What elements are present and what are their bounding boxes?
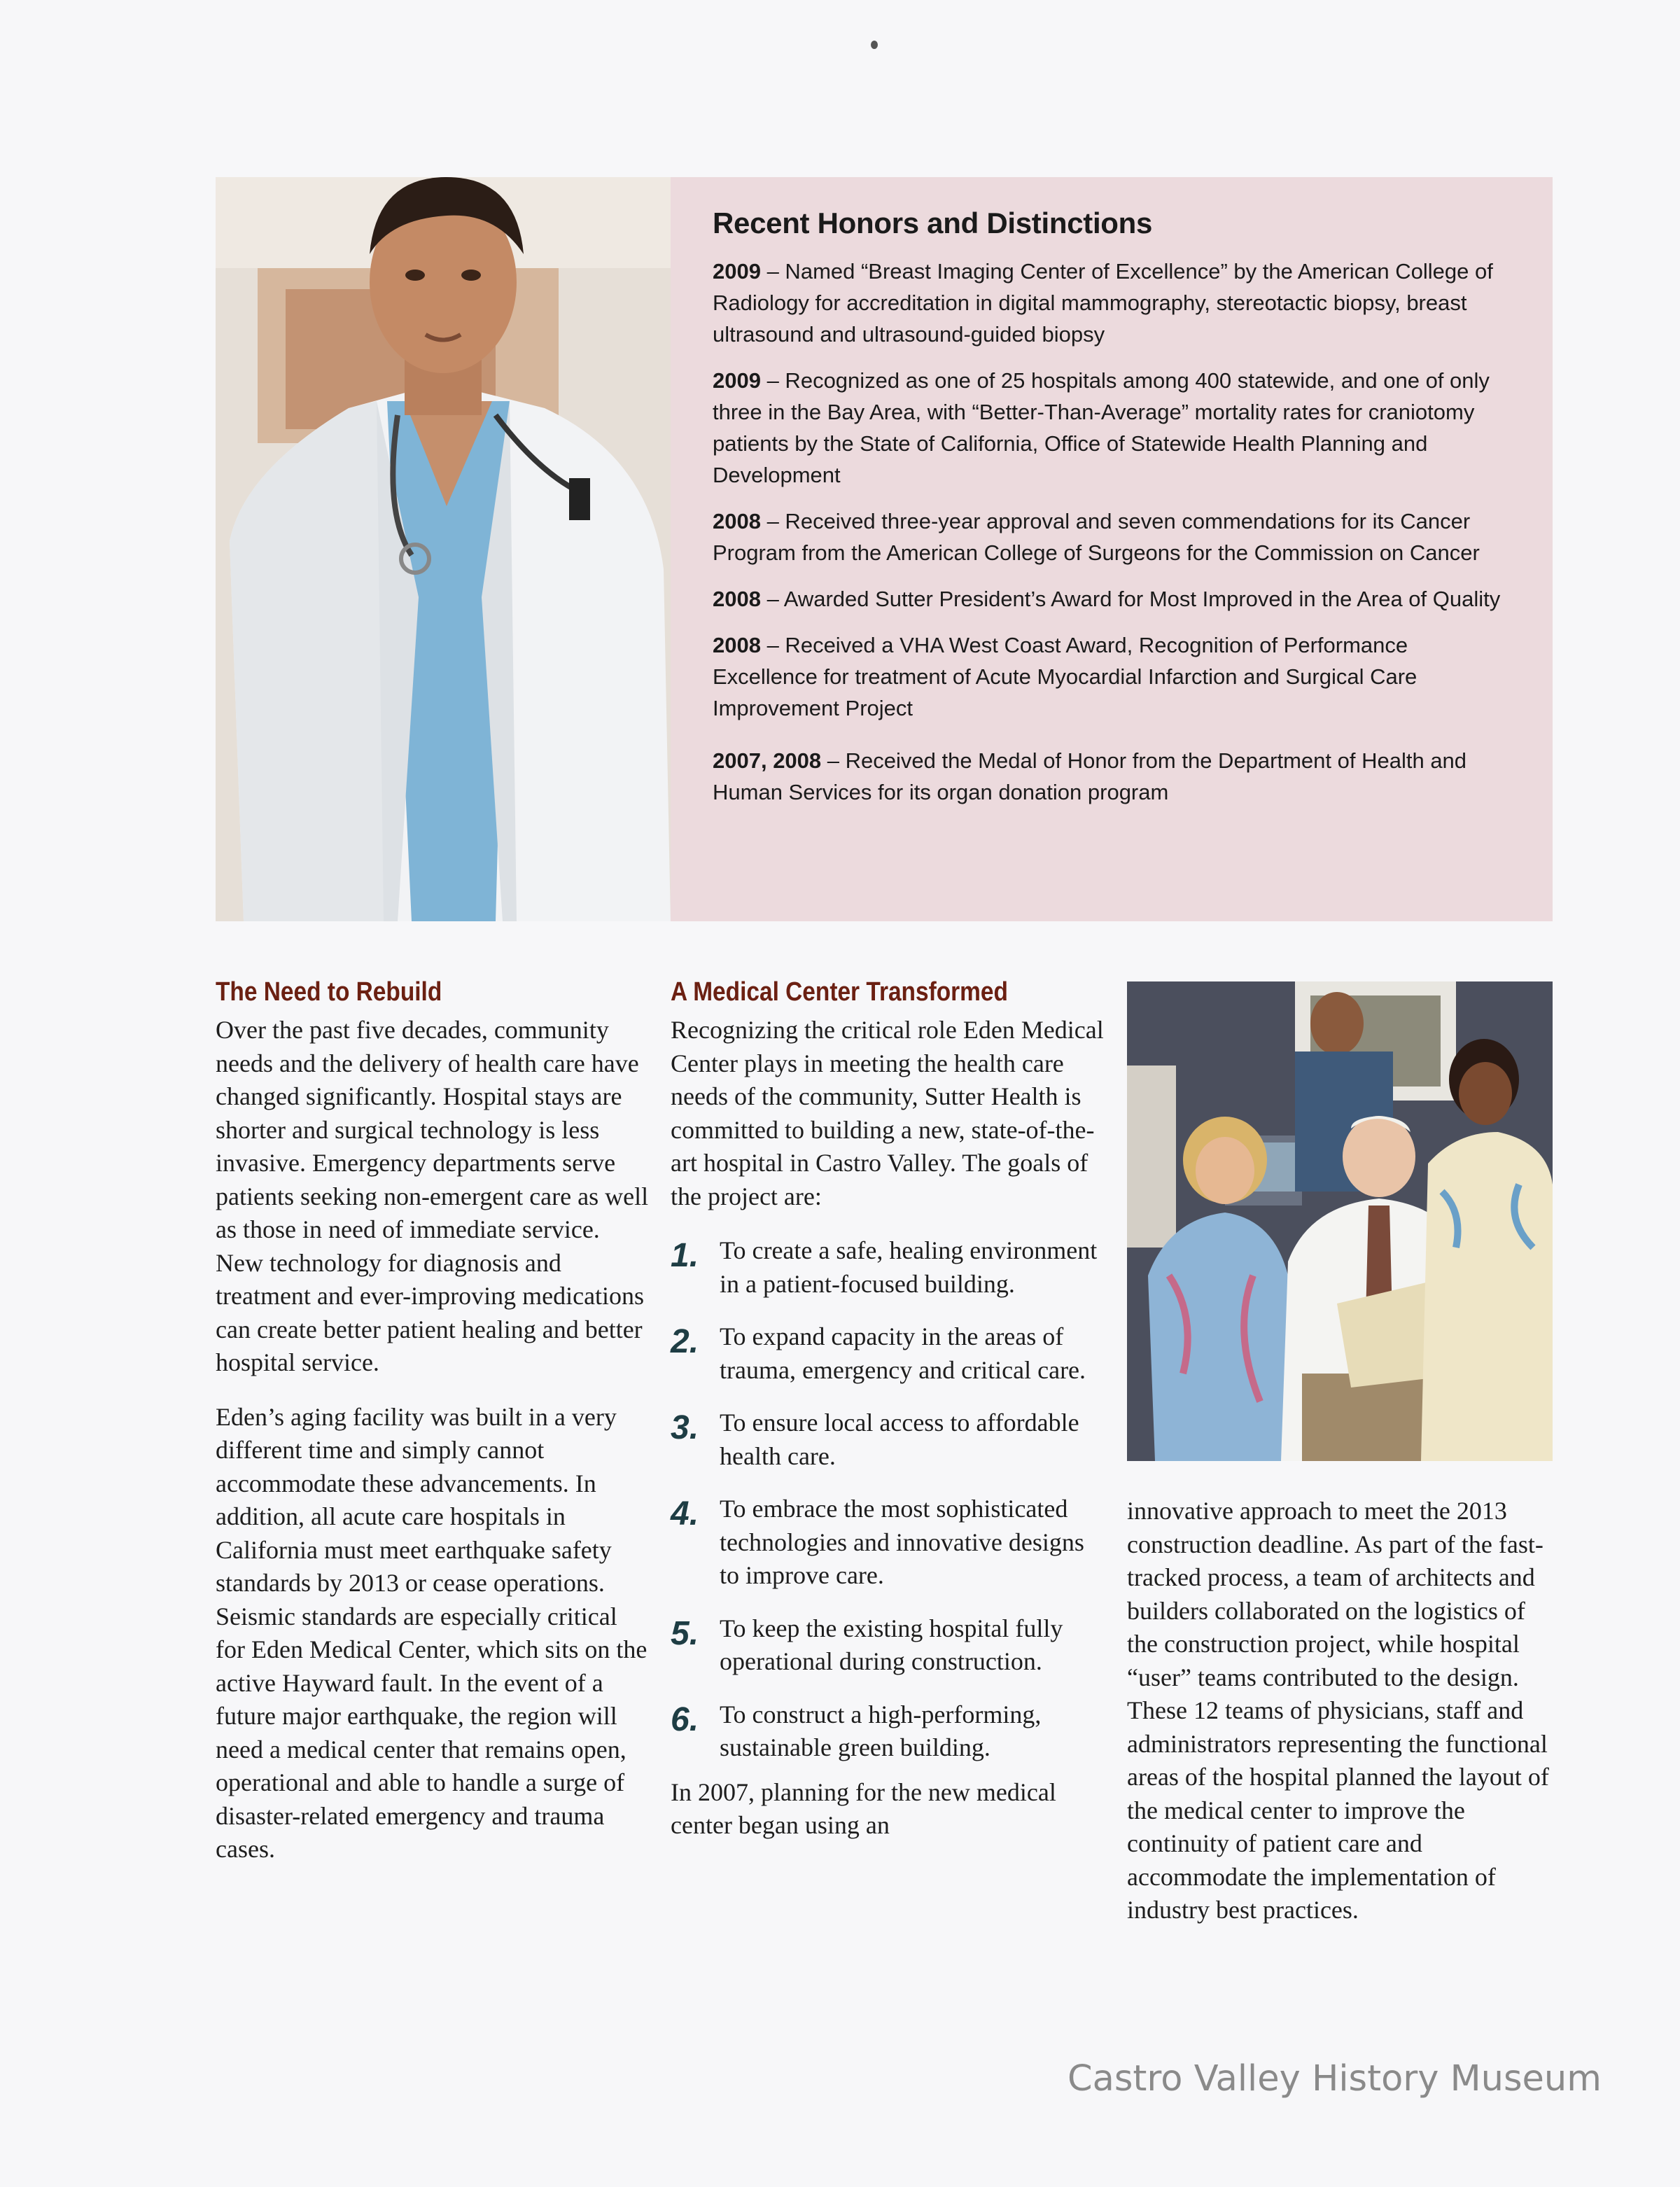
transformed-heading: A Medical Center Transformed [671,977,1008,1007]
honor-text: – Received a VHA West Coast Award, Recognition of Performance Excellence for treatment of Acute Myocardial Infarction and Surgical Care Improvement Project [713,633,1418,720]
honor-year: 2008 [713,587,761,611]
transformed-intro: Recognizing the critical role Eden Medical Center plays in meeting the health care needs of the community, Sutter Health is committed to building a new, state-of-the-art hospital in Castro Valley. The goals of the project are: [671,1016,1104,1210]
honor-item [713,745,1511,808]
doctor-photo [216,177,671,921]
honor-text: – Received three-year approval and seven commendations for its Cancer Program from the American College of Surgeons for the Commission on Cancer [713,509,1480,565]
transformed-closing: In 2007, planning for the new medical center began using an [671,1777,1056,1839]
goal-number: 2. [671,1323,699,1360]
goals-list [671,1234,1105,1765]
page-speck [871,41,878,49]
goal-number: 4. [671,1495,699,1532]
goal-item [671,1698,1105,1765]
honor-year: 2007, 2008 [713,748,822,773]
goal-item [671,1612,1105,1679]
goal-text: To ensure local access to affordable health care. [720,1409,1079,1470]
goal-text: To expand capacity in the areas of trauma, emergency and critical care. [720,1322,1086,1384]
goal-text: To create a safe, healing environment in a patient-focused building. [720,1236,1098,1298]
goal-number: 1. [671,1237,699,1274]
honor-item [713,629,1511,724]
honor-text: – Awarded Sutter President’s Award for Most Improved in the Area of Quality [760,587,1501,611]
goal-item [671,1320,1105,1387]
goal-number: 5. [671,1614,699,1652]
honor-item [713,365,1511,491]
honor-item [713,505,1511,568]
honors-box [671,177,1553,921]
continued-paragraph: innovative approach to meet the 2013 construction deadline. As part of the fast-tracked process, a team of architects and builders collaborated on the logistics of the construction project, while hospital “user” teams contributed to the design. These 12 teams of physicians, staff and administrators representing the functional areas of the hospital planned the layout of the medical center to improve the continuity of patient care and accommodate the implementation of industry best practices. [1127,1497,1549,1924]
goal-item [671,1234,1105,1301]
goal-number: 6. [671,1700,699,1738]
honor-text: – Received the Medal of Honor from the Department of Health and Human Services for its organ donation program [713,748,1467,804]
rebuild-heading: The Need to Rebuild [216,977,442,1007]
continued-column [1127,1495,1554,1927]
goal-text: To construct a high-performing, sustainable green building. [720,1700,1042,1761]
goal-text: To embrace the most sophisticated technologies and innovative designs to improve care. [720,1495,1084,1589]
rebuild-paragraph-1: Over the past five decades, community needs and the delivery of health care have changed significantly. Hospital stays are shorter and surgical technology is less invasive. Emergency departments serve patients seeking non-emergent care as well as those in need of immediate service. New technology for diagnosis and treatment and ever-improving medications can create better patient healing and better hospital service. [216,1016,649,1376]
rebuild-column [216,976,650,1866]
honor-text: – Named “Breast Imaging Center of Excellence” by the American College of Radiology for accreditation in digital mammography, stereotactic biopsy, breast ultrasound and ultrasound-guided biopsy [713,259,1493,347]
honor-item [713,583,1511,615]
goal-item [671,1493,1105,1593]
honor-year: 2009 [713,259,761,284]
honor-year: 2008 [713,509,761,533]
goal-item [671,1406,1105,1473]
honors-title: Recent Honors and Distinctions [713,207,1153,239]
rebuild-paragraph-2: Eden’s aging facility was built in a very different time and simply cannot accommodate these advancements. In addition, all acute care hospitals in California must meet earthquake safety standards by 2013 or cease operations. Seismic standards are especially critical for Eden Medical Center, which sits on the active Hayward fault. In the event of a future major earthquake, the region will need a medical center that remains open, operational and able to handle a surge of disaster-related emergency and trauma cases. [216,1402,648,1863]
goal-number: 3. [671,1409,699,1446]
museum-watermark: Castro Valley History Museum [1068,2058,1602,2099]
honor-text: – Recognized as one of 25 hospitals among 400 statewide, and one of only three in the Bay Area, with “Better-Than-Average” mortality rates for craniotomy patients by the State of California, Office of Statewide Health Planning and Development [713,368,1490,487]
goal-text: To keep the existing hospital fully operational during construction. [720,1614,1063,1675]
honor-year: 2008 [713,633,761,657]
medical-team-photo [1127,981,1553,1461]
honor-item [713,256,1511,350]
transformed-column [671,976,1105,1843]
honor-year: 2009 [713,368,761,393]
